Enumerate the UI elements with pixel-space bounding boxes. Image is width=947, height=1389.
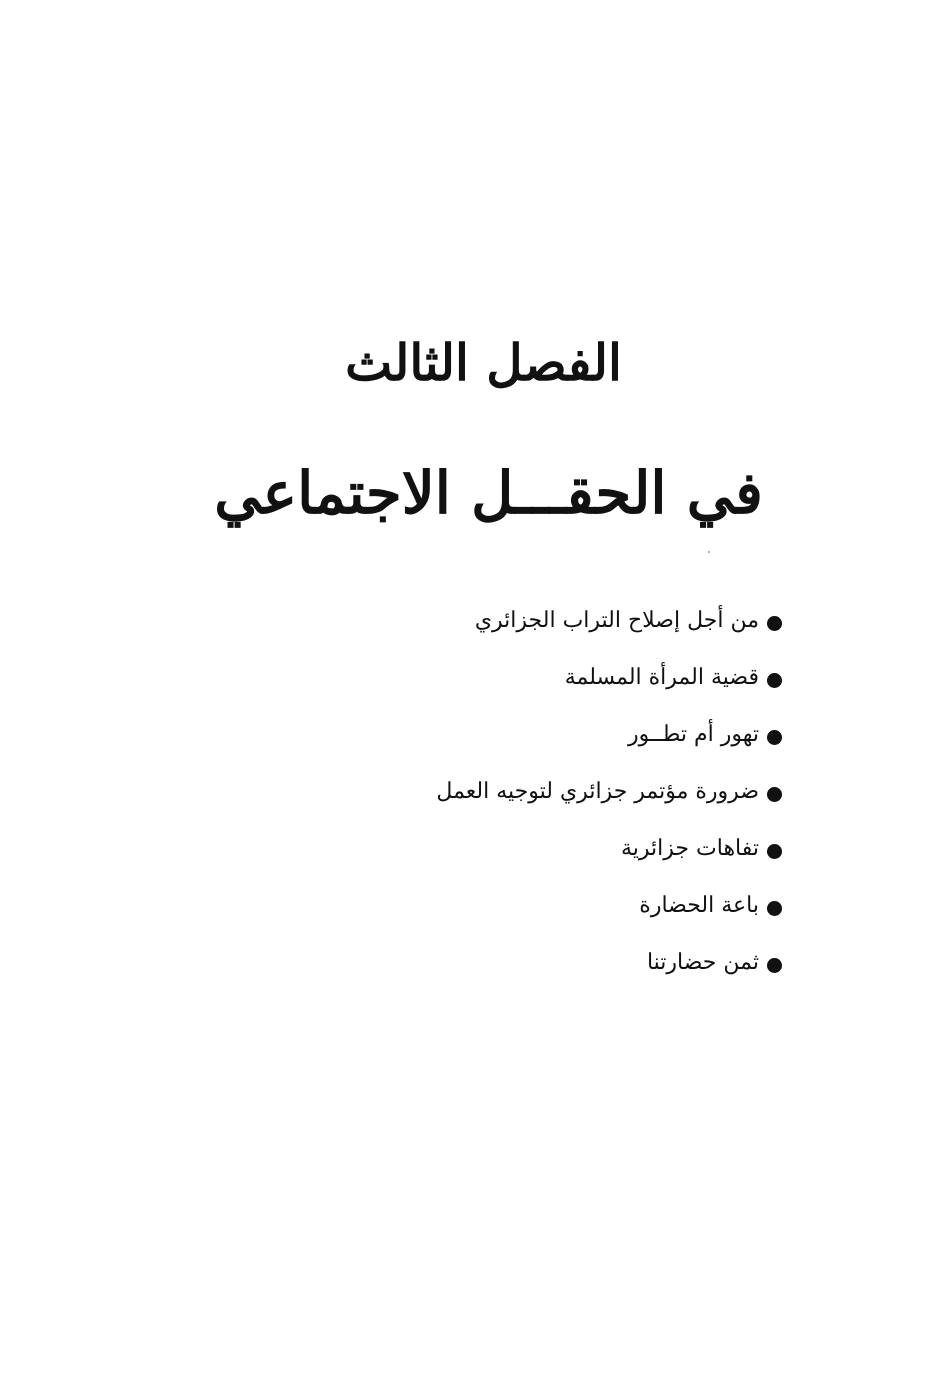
bullet-icon <box>767 787 782 802</box>
topic-item <box>262 649 782 706</box>
topic-item <box>262 820 782 877</box>
topic-label: ضرورة مؤتمر جزائري لتوجيه العمل <box>436 778 759 804</box>
bullet-icon <box>767 958 782 973</box>
topic-item <box>262 763 782 820</box>
topic-label: تهور أم تطــور <box>627 721 759 747</box>
topic-item <box>262 877 782 934</box>
bullet-icon <box>767 901 782 916</box>
bullet-icon <box>767 673 782 688</box>
topic-label: قضية المرأة المسلمة <box>564 664 759 690</box>
topic-label: ثمن حضارتنا <box>646 949 759 975</box>
print-speck <box>708 551 710 553</box>
bullet-icon <box>767 730 782 745</box>
chapter-number-heading: الفصل الثالث <box>345 333 622 392</box>
topic-item <box>262 592 782 649</box>
bullet-icon <box>767 616 782 631</box>
topic-item <box>262 934 782 991</box>
topic-label: تفاهات جزائرية <box>621 835 759 861</box>
topic-list <box>262 592 782 991</box>
topic-label: من أجل إصلاح التراب الجزائري <box>474 607 759 633</box>
bullet-icon <box>767 844 782 859</box>
topic-label: باعة الحضارة <box>639 892 759 918</box>
topic-item <box>262 706 782 763</box>
chapter-title-heading: في الحقـــل الاجتماعي <box>214 459 763 527</box>
